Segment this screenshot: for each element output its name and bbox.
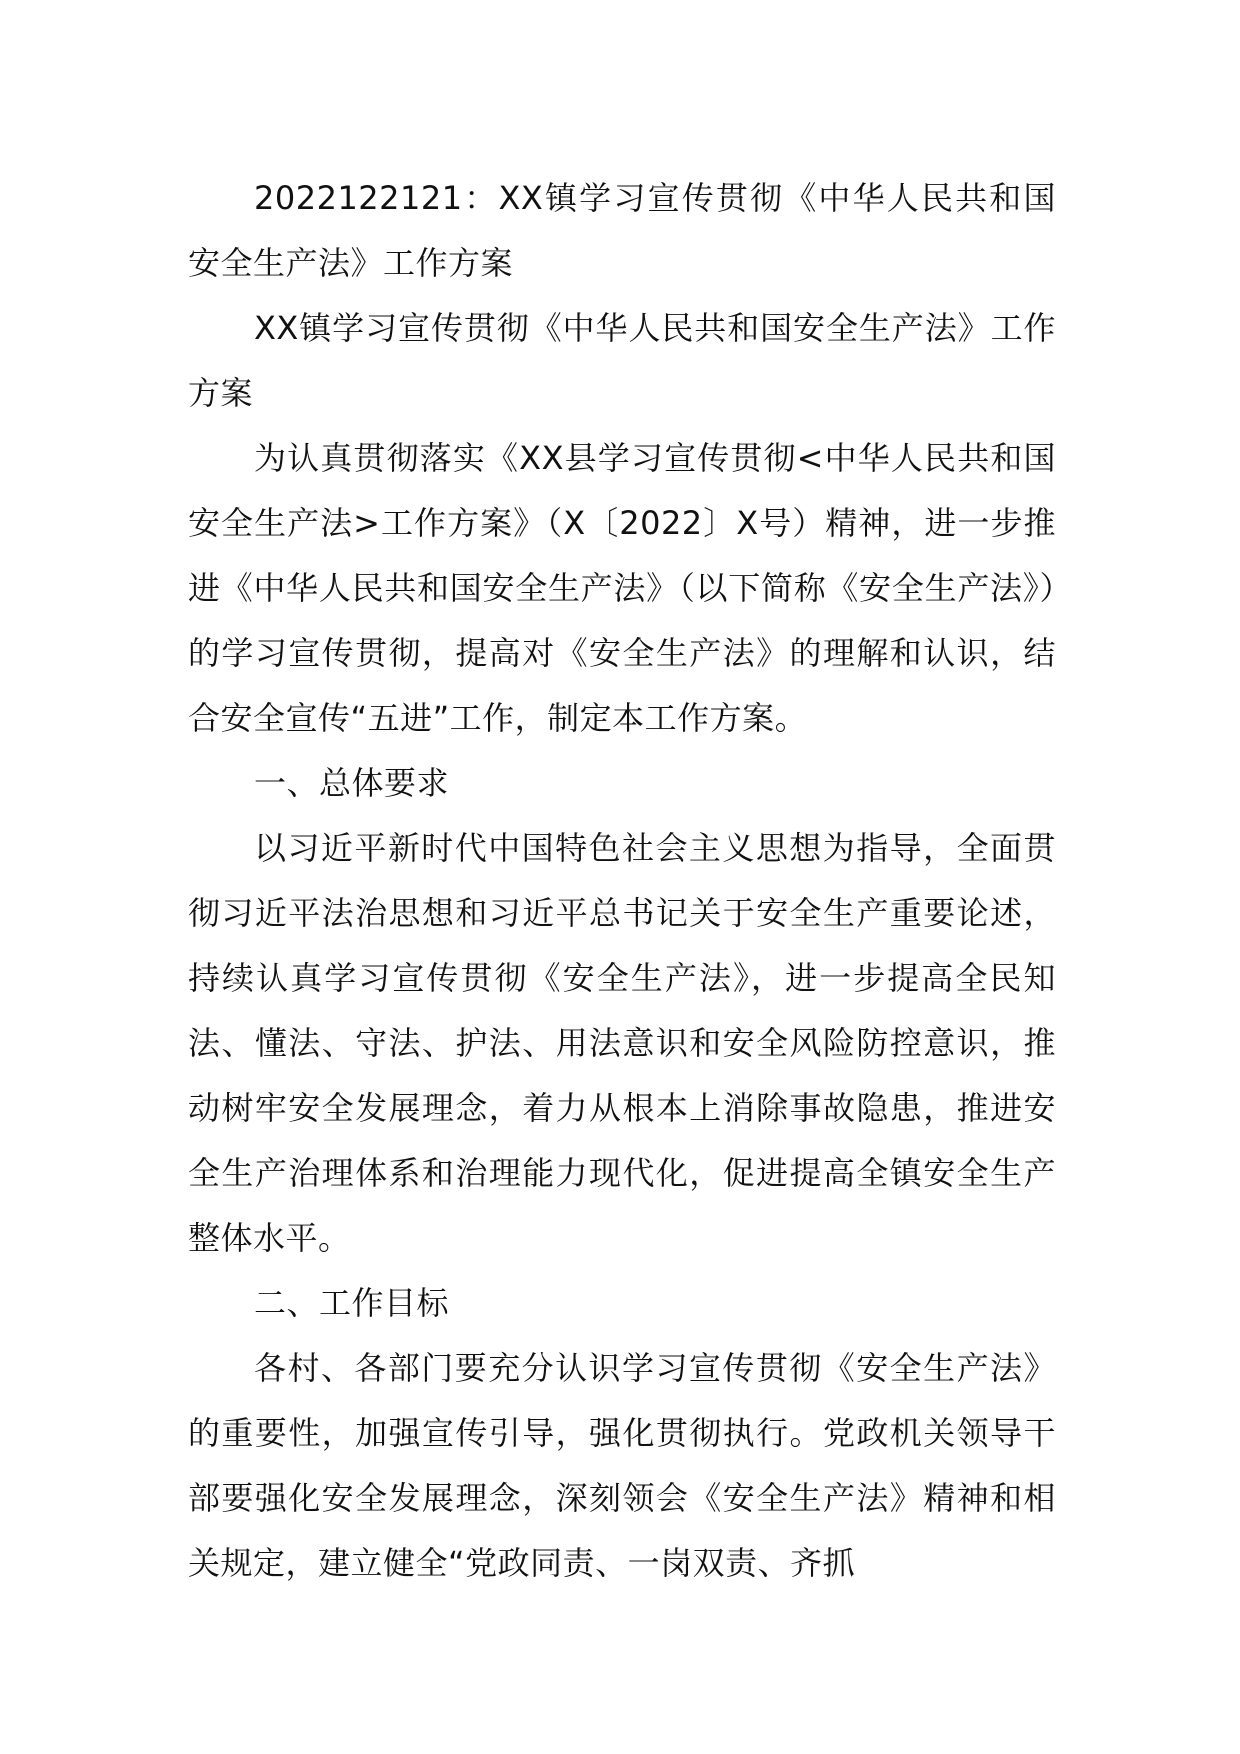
intro-paragraph: 为认真贯彻落实《XX县学习宣传贯彻<中华人民共和国安全生产法>工作方案》（X〔2022〕X号）精神，进一步推进《中华人民共和国安全生产法》（以下简称《安全生产法》）的学习宣传贯彻，提高对《安全生产法》的理解和认识，结合安全宣传“五进”工作，制定本工作方案。 [188, 439, 1056, 737]
document-heading: XX镇学习宣传贯彻《中华人民共和国安全生产法》工作方案 [188, 309, 1056, 412]
section-heading-work-goals: 二、工作目标 [254, 1284, 450, 1322]
section-heading-general-requirements: 一、总体要求 [254, 764, 450, 802]
general-requirements-paragraph: 以习近平新时代中国特色社会主义思想为指导，全面贯彻习近平法治思想和习近平总书记关于安全生产重要论述，持续认真学习宣传贯彻《安全生产法》，进一步提高全民知法、懂法、守法、护法、用法意识和安全风险防控意识，推动树牢安全发展理念，着力从根本上消除事故隐患，推进安全生产治理体系和治理能力现代化，促进提高全镇安全生产整体水平。 [188, 829, 1056, 1257]
work-goals-paragraph: 各村、各部门要充分认识学习宣传贯彻《安全生产法》的重要性，加强宣传引导，强化贯彻执行。党政机关领导干部要强化安全发展理念，深刻领会《安全生产法》精神和相关规定，建立健全“党政同责、一岗双责、齐抓 [188, 1349, 1056, 1582]
document-title-line: 2022122121：XX镇学习宣传贯彻《中华人民共和国安全生产法》工作方案 [188, 179, 1056, 282]
document-body [188, 166, 1056, 1596]
